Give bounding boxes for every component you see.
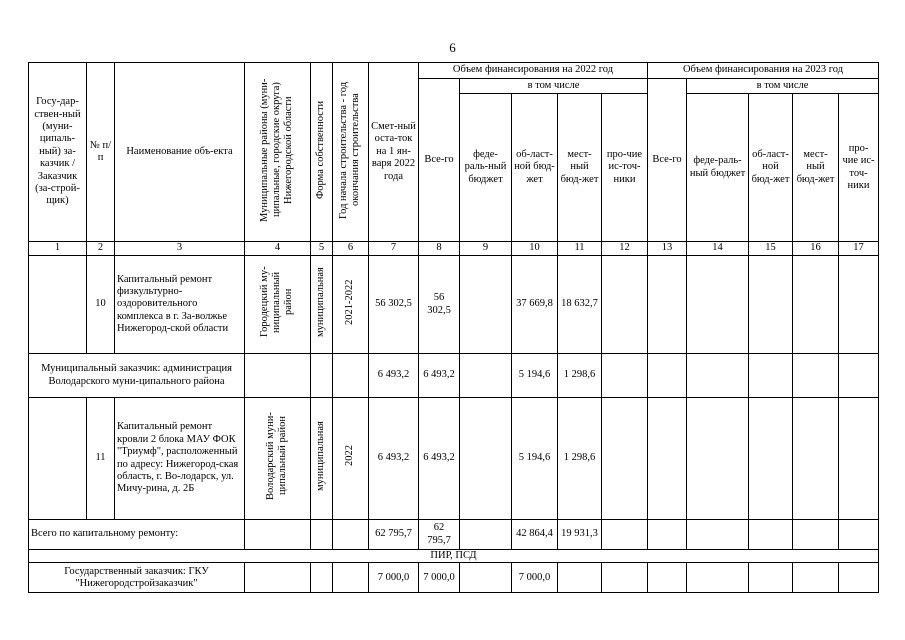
header-regional-2023: об-ласт-ной бюд-жет	[749, 94, 793, 242]
header-incl-2023: в том числе	[687, 79, 879, 94]
header-fin-2022: Объем финансирования на 2022 год	[419, 63, 648, 79]
customer-volodarsky-local-2022: 1 298,6	[558, 354, 602, 398]
header-federal-2023: феде-раль-ный бюджет	[687, 94, 749, 242]
table-row	[29, 398, 879, 520]
row11-local-2022: 1 298,6	[558, 398, 602, 520]
row11-district: Володарский муни-ципальный район	[265, 412, 289, 501]
row10-years: 2021-2022	[344, 279, 356, 326]
row11-regional-2022: 5 194,6	[512, 398, 558, 520]
header-ownership: Форма собственности	[315, 100, 327, 199]
total-repair-regional-2022: 42 864,4	[512, 520, 558, 550]
row11-object: Капитальный ремонт кровли 2 блока МАУ ФОК "Триумф", расположенный по адресу: Нижегород-ская область, г. Во-лодарск, ул. Мичу-рина, д. 2Б	[115, 398, 245, 520]
customer-volodarsky-regional-2022: 5 194,6	[512, 354, 558, 398]
col-number: 4	[245, 242, 311, 256]
row11-estimate: 6 493,2	[369, 398, 419, 520]
col-number: 8	[419, 242, 460, 256]
header-federal-2022: феде-раль-ный бюджет	[460, 94, 512, 242]
col-number: 7	[369, 242, 419, 256]
col-number: 11	[558, 242, 602, 256]
col-number: 16	[793, 242, 839, 256]
row10-object: Капитальный ремонт физкультурно-оздоровительного комплекса в г. За-волжье Нижегород-ской области	[115, 256, 245, 354]
total-repair-total-2022: 62 795,7	[419, 520, 460, 550]
col-number: 14	[687, 242, 749, 256]
header-incl-2022: в том числе	[460, 79, 648, 94]
row10-estimate: 56 302,5	[369, 256, 419, 354]
row10-local-2022: 18 632,7	[558, 256, 602, 354]
col-number: 1	[29, 242, 87, 256]
header-years: Год начала строительства - год окончания строительства	[338, 81, 362, 219]
header-object: Наименование объ-екта	[115, 63, 245, 242]
header-local-2023: мест-ный бюд-жет	[793, 94, 839, 242]
row11-ownership: муниципальная	[315, 421, 327, 492]
total-repair-label: Всего по капитальному ремонту:	[29, 520, 245, 550]
row10-total-2022: 56 302,5	[419, 256, 460, 354]
page-number: 6	[449, 40, 456, 55]
col-number: 6	[333, 242, 369, 256]
col-number: 2	[87, 242, 115, 256]
customer-volodarsky-total-2022: 6 493,2	[419, 354, 460, 398]
table-row	[29, 256, 879, 354]
gku-customer-regional-2022: 7 000,0	[512, 563, 558, 593]
col-number: 9	[460, 242, 512, 256]
customer-volodarsky-estimate: 6 493,2	[369, 354, 419, 398]
table-row	[29, 563, 879, 593]
column-numbers-row	[29, 242, 879, 256]
gku-customer-label: Государственный заказчик: ГКУ "Нижегородстройзаказчик"	[29, 563, 245, 593]
header-total-2022: Все-го	[419, 79, 460, 242]
header-local-2022: мест-ный бюд-жет	[558, 94, 602, 242]
row10-regional-2022: 37 669,8	[512, 256, 558, 354]
customer-volodarsky-label: Муниципальный заказчик: администрация Володарского муни-ципального района	[29, 354, 245, 398]
header-estimate: Смет-ный оста-ток на 1 ян-варя 2022 года	[369, 63, 419, 242]
total-repair-estimate: 62 795,7	[369, 520, 419, 550]
header-other-2023: про-чие ис-точ-ники	[839, 94, 879, 242]
financing-table	[28, 62, 879, 593]
col-number: 12	[602, 242, 648, 256]
row11-num: 11	[87, 398, 115, 520]
header-fin-2023: Объем финансирования на 2023 год	[648, 63, 879, 79]
total-repair-local-2022: 19 931,3	[558, 520, 602, 550]
section-pir-psd: ПИР, ПСД	[29, 550, 879, 563]
row11-total-2022: 6 493,2	[419, 398, 460, 520]
col-number: 13	[648, 242, 687, 256]
col-number: 17	[839, 242, 879, 256]
gku-customer-estimate: 7 000,0	[369, 563, 419, 593]
row10-num: 10	[87, 256, 115, 354]
header-customer: Госу-дар-ствен-ный (муни-ципаль-ный) за-казчик / Заказчик (за-строй-щик)	[29, 63, 87, 242]
header-districts: Муниципальные районы (муни-ципальные, городские округа) Нижегородской области	[259, 78, 295, 222]
row10-district: Городецкий му-ниципальный район	[259, 267, 295, 338]
row10-ownership: муниципальная	[315, 267, 327, 338]
col-number: 3	[115, 242, 245, 256]
col-number: 15	[749, 242, 793, 256]
col-number: 10	[512, 242, 558, 256]
header-other-2022: про-чие ис-точ-ники	[602, 94, 648, 242]
header-total-2023: Все-го	[648, 79, 687, 242]
header-num: № п/п	[87, 63, 115, 242]
table-row	[29, 354, 879, 398]
table-row	[29, 550, 879, 563]
col-number: 5	[311, 242, 333, 256]
table-row	[29, 520, 879, 550]
row11-years: 2022	[344, 445, 356, 467]
header-regional-2022: об-ласт-ной бюд-жет	[512, 94, 558, 242]
gku-customer-total-2022: 7 000,0	[419, 563, 460, 593]
